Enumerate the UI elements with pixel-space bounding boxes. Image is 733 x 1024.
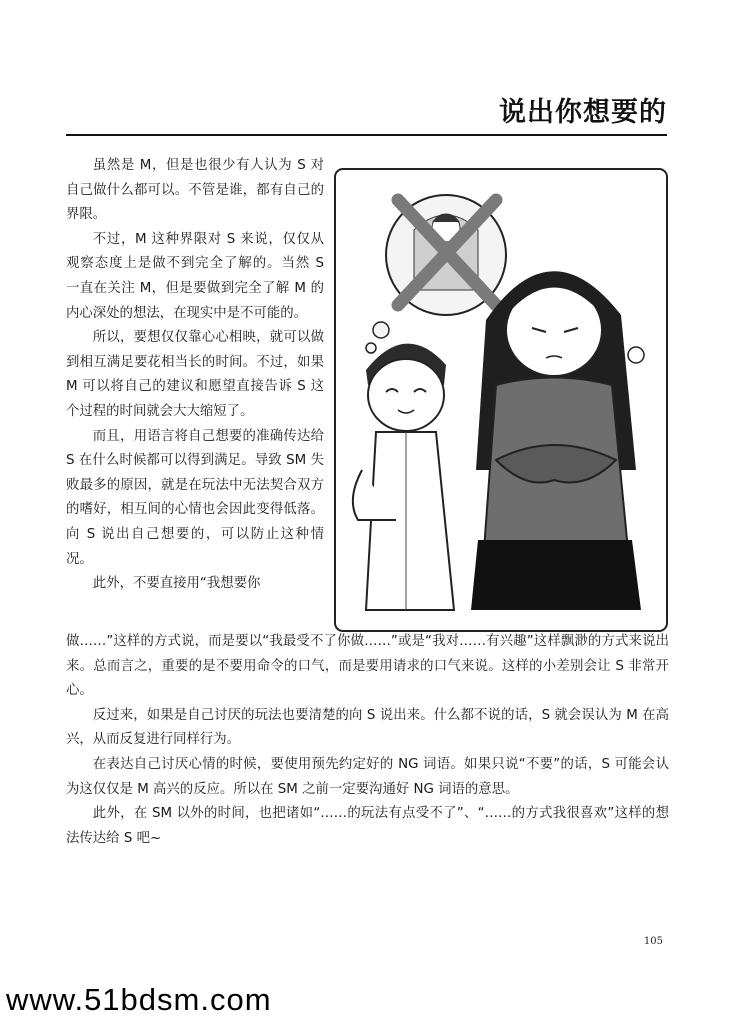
watermark: www.51bdsm.com	[6, 982, 272, 1017]
full-width-text	[66, 630, 669, 851]
illustration	[336, 170, 666, 630]
paragraph: 反过来，如果是自己讨厌的玩法也要清楚的向 S 说出来。什么都不说的话，S 就会误认为 M 在高兴，从而反复进行同样行为。	[66, 707, 669, 748]
paragraph: 在表达自己讨厌心情的时候，要使用预先约定好的 NG 词语。如果只说“不要”的话，S 可能会认为这仅仅是 M 高兴的反应。所以在 SM 之前一定要沟通好 NG 词语的意思。	[66, 756, 669, 797]
paragraph: 所以，要想仅仅靠心心相映，就可以做到相互满足要花相当长的时间。不过，如果 M 可以将自己的建议和愿望直接告诉 S 这个过程的时间就会大大缩短了。	[66, 330, 324, 419]
column-text	[66, 154, 324, 597]
paragraph: 做……”这样的方式说，而是要以“我最受不了你做……”或是“我对……有兴趣”这样飘渺的方式来说出来。总而言之，重要的是不要用命令的口气，而是要用请求的口气来说。这样的小差别会让 S 非常开心。	[66, 634, 669, 699]
paragraph: 此外，不要直接用“我想要你	[92, 576, 261, 592]
paragraph: 不过，M 这种界限对 S 来说，仅仅从观察态度上是做不到完全了解的。当然 S 一直在关注 M，但是要做到完全了解 M 的内心深处的想法，在现实中是不可能的。	[66, 231, 324, 321]
girl-character	[471, 271, 644, 610]
paragraph: 而且，用语言将自己想要的准确传达给 S 在什么时候都可以得到满足。导致 SM 失败最多的原因，就是在玩法中无法契合双方的嗜好，相互间的心情也会因此变得低落。向 S 说出自己想要的，可以防止这种情况。	[66, 428, 324, 567]
page-number: 105	[643, 936, 663, 947]
boy-character	[353, 344, 454, 610]
page-title: 说出你想要的	[499, 97, 667, 128]
paragraph: 此外，在 SM 以外的时间，也把诸如“……的玩法有点受不了”、“……的方式我很喜欢”这样的想法传达给 S 吧~	[66, 806, 669, 846]
illustration-panel	[334, 168, 668, 632]
paragraph: 虽然是 M，但是也很少有人认为 S 对自己做什么都可以。不管是谁，都有自己的界限。	[66, 158, 324, 223]
title-rule	[66, 134, 667, 136]
